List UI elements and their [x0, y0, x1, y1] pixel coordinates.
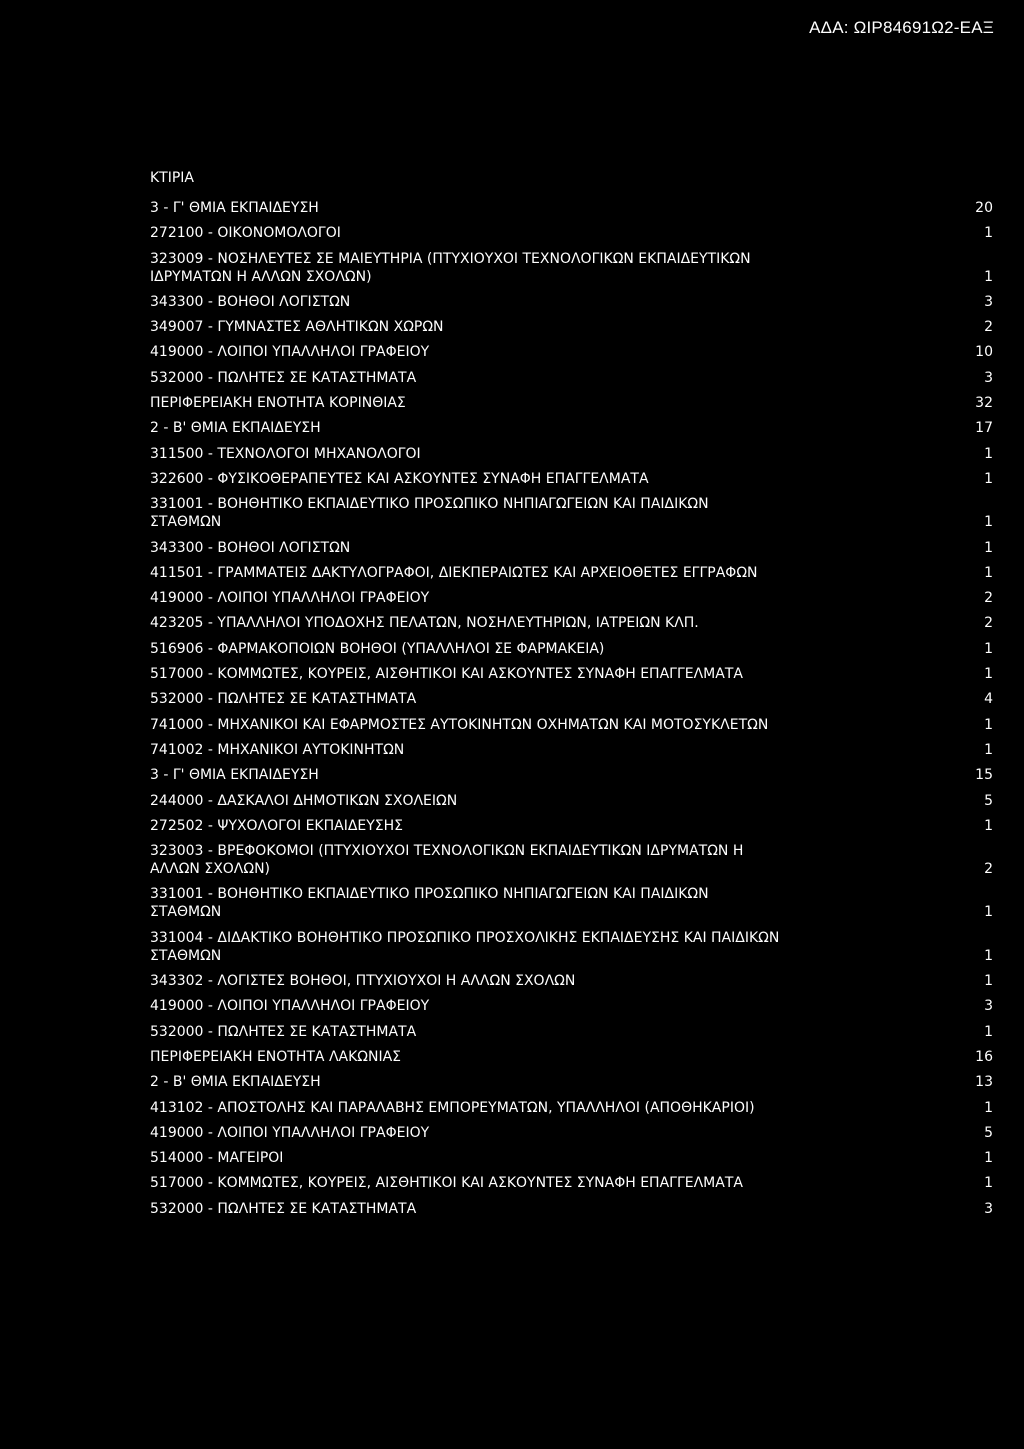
item-label: 419000 - ΛΟΙΠΟΙ ΥΠΑΛΛΗΛΟΙ ΓΡΑΦΕΙΟΥ: [150, 590, 430, 607]
list-item: [150, 394, 993, 412]
list-item: [150, 972, 993, 990]
item-label: 741002 - ΜΗΧΑΝΙΚΟΙ ΑΥΤΟΚΙΝΗΤΩΝ: [150, 741, 405, 758]
item-count: 5: [984, 792, 993, 809]
list-item: [150, 343, 993, 361]
item-label: 343300 - ΒΟΗΘΟΙ ΛΟΓΙΣΤΩΝ: [150, 539, 351, 556]
list-item: [150, 614, 993, 632]
item-label: 514000 - ΜΑΓΕΙΡΟΙ: [150, 1150, 284, 1167]
item-label: 419000 - ΛΟΙΠΟΙ ΥΠΑΛΛΗΛΟΙ ΓΡΑΦΕΙΟΥ: [150, 998, 430, 1015]
list-item: [150, 665, 993, 683]
list-item: [150, 564, 993, 582]
item-count: 1: [984, 514, 993, 531]
list-item: [150, 1073, 993, 1091]
list-item: [150, 766, 993, 784]
item-count: 2: [984, 319, 993, 336]
list-item: [150, 419, 993, 437]
list-item: [150, 495, 993, 531]
list-item: [150, 589, 993, 607]
item-count: 3: [984, 369, 993, 386]
item-count: 1: [984, 564, 993, 581]
item-count: 20: [975, 200, 993, 216]
item-count: 17: [975, 420, 993, 437]
item-count: 10: [975, 344, 993, 361]
list-item: [150, 445, 993, 463]
item-label: 517000 - ΚΟΜΜΩΤΕΣ, ΚΟΥΡΕΙΣ, ΑΙΣΘΗΤΙΚΟΙ ΚΑΙ ΑΣΚΟΥΝΤΕΣ ΣΥΝΑΦΗ ΕΠΑΓΓΕΛΜΑΤΑ: [150, 1175, 743, 1192]
item-count: 1: [984, 539, 993, 556]
list-item: [150, 716, 993, 734]
item-label: 413102 - ΑΠΟΣΤΟΛΗΣ ΚΑΙ ΠΑΡΑΛΑΒΗΣ ΕΜΠΟΡΕΥΜΑΤΩΝ, ΥΠΑΛΛΗΛΟΙ (ΑΠΟΘΗΚΑΡΙΟΙ): [150, 1099, 755, 1116]
item-count: 1: [984, 1150, 993, 1167]
item-count: 15: [975, 767, 993, 784]
document-ada-code: ΑΔΑ: ΩΙΡ84691Ω2-ΕΑΞ: [809, 18, 994, 37]
item-label: 517000 - ΚΟΜΜΩΤΕΣ, ΚΟΥΡΕΙΣ, ΑΙΣΘΗΤΙΚΟΙ ΚΑΙ ΑΣΚΟΥΝΤΕΣ ΣΥΝΑΦΗ ΕΠΑΓΓΕΛΜΑΤΑ: [150, 666, 743, 683]
item-label: 331001 - ΒΟΗΘΗΤΙΚΟ ΕΚΠΑΙΔΕΥΤΙΚΟ ΠΡΟΣΩΠΙΚΟ ΝΗΠΙΑΓΩΓΕΙΩΝ ΚΑΙ ΠΑΙΔΙΚΩΝ ΣΤΑΘΜΩΝ: [150, 496, 709, 531]
item-label: 349007 - ΓΥΜΝΑΣΤΕΣ ΑΘΛΗΤΙΚΩΝ ΧΩΡΩΝ: [150, 319, 444, 336]
item-label: 423205 - ΥΠΑΛΛΗΛΟΙ ΥΠΟΔΟΧΗΣ ΠΕΛΑΤΩΝ, ΝΟΣΗΛΕΥΤΗΡΙΩΝ, ΙΑΤΡΕΙΩΝ ΚΛΠ.: [150, 615, 699, 632]
list-item: [150, 1099, 993, 1117]
item-label: 3 - Γ' ΘΜΙΑ ΕΚΠΑΙΔΕΥΣΗ: [150, 767, 319, 784]
item-count: 1: [984, 445, 993, 462]
item-label: 2 - Β' ΘΜΙΑ ΕΚΠΑΙΔΕΥΣΗ: [150, 420, 321, 437]
item-label: 323003 - ΒΡΕΦΟΚΟΜΟΙ (ΠΤΥΧΙΟΥΧΟΙ ΤΕΧΝΟΛΟΓΙΚΩΝ ΕΚΠΑΙΔΕΥΤΙΚΩΝ ΙΔΡΥΜΑΤΩΝ Η ΑΛΛΩΝ ΣΧΟΛΩΝ): [150, 843, 744, 878]
item-label: 741000 - ΜΗΧΑΝΙΚΟΙ ΚΑΙ ΕΦΑΡΜΟΣΤΕΣ ΑΥΤΟΚΙΝΗΤΩΝ ΟΧΗΜΑΤΩΝ ΚΑΙ ΜΟΤΟΣΥΚΛΕΤΩΝ: [150, 716, 769, 733]
section-title: ΚΤΙΡΙΑ: [150, 170, 195, 186]
item-count: 3: [984, 1200, 993, 1217]
item-label: 343302 - ΛΟΓΙΣΤΕΣ ΒΟΗΘΟΙ, ΠΤΥΧΙΟΥΧΟΙ Η ΑΛΛΩΝ ΣΧΟΛΩΝ: [150, 973, 576, 990]
item-count: 13: [975, 1074, 993, 1091]
list-item: [150, 792, 993, 810]
item-label: ΠΕΡΙΦΕΡΕΙΑΚΗ ΕΝΟΤΗΤΑ ΛΑΚΩΝΙΑΣ: [150, 1048, 402, 1065]
list-item: [150, 885, 993, 921]
item-count: 1: [984, 716, 993, 733]
item-count: 2: [984, 590, 993, 607]
item-count: 32: [975, 395, 993, 412]
item-count: 2: [984, 615, 993, 632]
item-count: 3: [984, 998, 993, 1015]
item-count: 1: [984, 640, 993, 657]
list-item: [150, 817, 993, 835]
list-item: [150, 997, 993, 1015]
list-item: [150, 1124, 993, 1142]
item-label: 343300 - ΒΟΗΘΟΙ ΛΟΓΙΣΤΩΝ: [150, 293, 351, 310]
item-count: 1: [984, 268, 993, 285]
item-count: 16: [975, 1048, 993, 1065]
list-item: [150, 1048, 993, 1066]
item-label: 532000 - ΠΩΛΗΤΕΣ ΣΕ ΚΑΤΑΣΤΗΜΑΤΑ: [150, 369, 417, 386]
list-item: [150, 1023, 993, 1041]
item-label: 516906 - ΦΑΡΜΑΚΟΠΟΙΩΝ ΒΟΗΘΟΙ (ΥΠΑΛΛΗΛΟΙ ΣΕ ΦΑΡΜΑΚΕΙΑ): [150, 640, 605, 657]
item-label: 244000 - ΔΑΣΚΑΛΟΙ ΔΗΜΟΤΙΚΩΝ ΣΧΟΛΕΙΩΝ: [150, 792, 458, 809]
list-item: [150, 250, 993, 286]
item-label: 272100 - ΟΙΚΟΝΟΜΟΛΟΓΟΙ: [150, 225, 341, 242]
item-label: 322600 - ΦΥΣΙΚΟΘΕΡΑΠΕΥΤΕΣ ΚΑΙ ΑΣΚΟΥΝΤΕΣ ΣΥΝΑΦΗ ΕΠΑΓΓΕΛΜΑΤΑ: [150, 470, 649, 487]
item-label: 411501 - ΓΡΑΜΜΑΤΕΙΣ ΔΑΚΤΥΛΟΓΡΑΦΟΙ, ΔΙΕΚΠΕΡΑΙΩΤΕΣ ΚΑΙ ΑΡΧΕΙΟΘΕΤΕΣ ΕΓΓΡΑΦΩΝ: [150, 564, 758, 581]
item-label: 532000 - ΠΩΛΗΤΕΣ ΣΕ ΚΑΤΑΣΤΗΜΑΤΑ: [150, 1200, 417, 1217]
item-count: 3: [984, 293, 993, 310]
list-item: [150, 640, 993, 658]
item-label: 331004 - ΔΙΔΑΚΤΙΚΟ ΒΟΗΘΗΤΙΚΟ ΠΡΟΣΩΠΙΚΟ ΠΡΟΣΧΟΛΙΚΗΣ ΕΚΠΑΙΔΕΥΣΗΣ ΚΑΙ ΠΑΙΔΙΚΩΝ ΣΤΑΘΜΩΝ: [150, 929, 780, 964]
list-item: [150, 318, 993, 336]
item-label: 419000 - ΛΟΙΠΟΙ ΥΠΑΛΛΗΛΟΙ ΓΡΑΦΕΙΟΥ: [150, 1124, 430, 1141]
list-item: [150, 369, 993, 387]
item-count: 5: [984, 1124, 993, 1141]
item-count: 1: [984, 225, 993, 242]
item-count: 1: [984, 947, 993, 964]
item-label: 331001 - ΒΟΗΘΗΤΙΚΟ ΕΚΠΑΙΔΕΥΤΙΚΟ ΠΡΟΣΩΠΙΚΟ ΝΗΠΙΑΓΩΓΕΙΩΝ ΚΑΙ ΠΑΙΔΙΚΩΝ ΣΤΑΘΜΩΝ: [150, 886, 709, 921]
item-label: 3 - Γ' ΘΜΙΑ ΕΚΠΑΙΔΕΥΣΗ: [150, 200, 319, 216]
item-count: 1: [984, 1023, 993, 1040]
item-count: 1: [984, 973, 993, 990]
list-item: [150, 470, 993, 488]
item-count: 1: [984, 904, 993, 921]
list-item: [150, 1174, 993, 1192]
item-count: 1: [984, 1175, 993, 1192]
list-item: [150, 224, 993, 242]
item-count: 1: [984, 817, 993, 834]
list-item: [150, 690, 993, 708]
list-item: [150, 842, 993, 878]
item-label: 272502 - ΨΥΧΟΛΟΓΟΙ ΕΚΠΑΙΔΕΥΣΗΣ: [150, 817, 404, 834]
item-label: 311500 - ΤΕΧΝΟΛΟΓΟΙ ΜΗΧΑΝΟΛΟΓΟΙ: [150, 445, 421, 462]
item-label: 323009 - ΝΟΣΗΛΕΥΤΕΣ ΣΕ ΜΑΙΕΥΤΗΡΙΑ (ΠΤΥΧΙΟΥΧΟΙ ΤΕΧΝΟΛΟΓΙΚΩΝ ΕΚΠΑΙΔΕΥΤΙΚΩΝ ΙΔΡΥΜΑΤΩΝ Η ΑΛΛΩΝ ΣΧΟΛΩΝ): [150, 250, 751, 285]
occupation-list: [150, 199, 993, 1225]
item-count: 2: [984, 861, 993, 878]
list-item: [150, 293, 993, 311]
item-count: 4: [984, 691, 993, 708]
list-item: [150, 539, 993, 557]
item-count: 1: [984, 666, 993, 683]
list-item: [150, 199, 993, 217]
list-item: [150, 929, 993, 965]
item-label: 2 - Β' ΘΜΙΑ ΕΚΠΑΙΔΕΥΣΗ: [150, 1074, 321, 1091]
item-count: 1: [984, 470, 993, 487]
list-item: [150, 741, 993, 759]
item-label: 532000 - ΠΩΛΗΤΕΣ ΣΕ ΚΑΤΑΣΤΗΜΑΤΑ: [150, 1023, 417, 1040]
item-count: 1: [984, 741, 993, 758]
list-item: [150, 1149, 993, 1167]
item-label: ΠΕΡΙΦΕΡΕΙΑΚΗ ΕΝΟΤΗΤΑ ΚΟΡΙΝΘΙΑΣ: [150, 395, 406, 412]
item-count: 1: [984, 1099, 993, 1116]
list-item: [150, 1200, 993, 1218]
item-label: 419000 - ΛΟΙΠΟΙ ΥΠΑΛΛΗΛΟΙ ΓΡΑΦΕΙΟΥ: [150, 344, 430, 361]
item-label: 532000 - ΠΩΛΗΤΕΣ ΣΕ ΚΑΤΑΣΤΗΜΑΤΑ: [150, 691, 417, 708]
